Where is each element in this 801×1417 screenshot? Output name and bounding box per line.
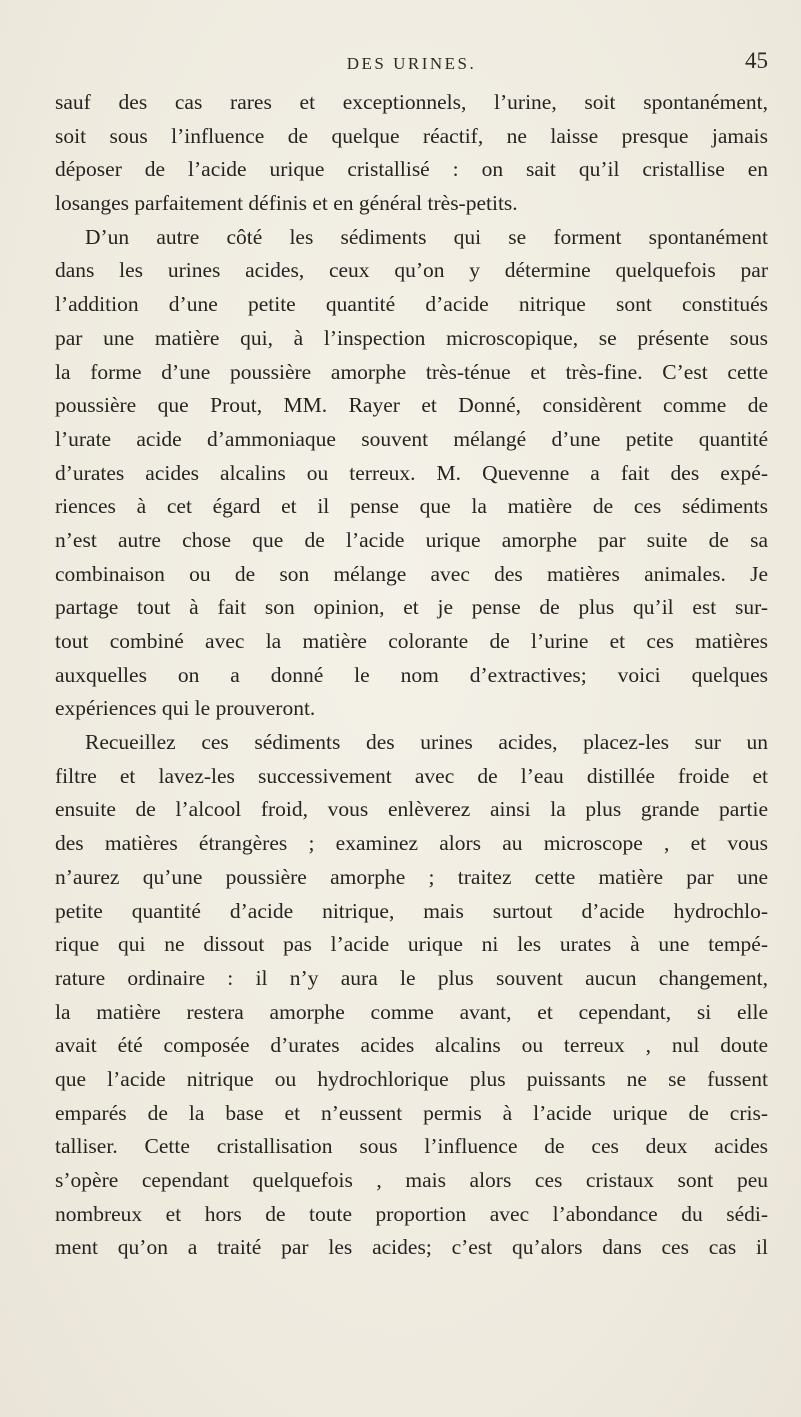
text-line: par une matière qui, à l’inspection microscopique, se présente sous	[55, 325, 768, 350]
text-line: riences à cet égard et il pense que la matière de ces sédiments	[55, 494, 768, 519]
text-line: filtre et lavez-les successivement avec de l’eau distillée froide et	[55, 763, 768, 788]
text-line: partage tout à fait son opinion, et je pense de plus qu’il est sur-	[55, 595, 768, 620]
text-line: soit sous l’influence de quelque réactif, ne laisse presque jamais	[55, 123, 768, 148]
text-line: que l’acide nitrique ou hydrochlorique plus puissants ne se fussent	[55, 1066, 768, 1091]
text-line: emparés de la base et n’eussent permis à l’acide urique de cris-	[55, 1100, 768, 1125]
text-line: combinaison ou de son mélange avec des matières animales. Je	[55, 561, 768, 586]
text-line: des matières étrangères ; examinez alors au microscope , et vous	[55, 831, 768, 856]
text-line: sauf des cas rares et exceptionnels, l’urine, soit spontanément,	[55, 90, 768, 114]
text-line: D’un autre côté les sédiments qui se forment spontanément	[85, 224, 768, 249]
text-line: losanges parfaitement définis et en général très-petits.	[55, 191, 518, 216]
text-line: d’urates acides alcalins ou terreux. M. Quevenne a fait des expé-	[55, 460, 768, 485]
text-line: n’est autre chose que de l’acide urique amorphe par suite de sa	[55, 527, 768, 552]
text-line: la forme d’une poussière amorphe très-ténue et très-fine. C’est cette	[55, 359, 768, 384]
text-line: ensuite de l’alcool froid, vous enlèverez ainsi la plus grande partie	[55, 797, 768, 822]
text-line: la matière restera amorphe comme avant, et cependant, si elle	[55, 999, 768, 1024]
text-line: avait été composée d’urates acides alcalins ou terreux , nul doute	[55, 1033, 768, 1058]
text-line: dans les urines acides, ceux qu’on y détermine quelquefois par	[55, 258, 768, 283]
text-line: tout combiné avec la matière colorante de l’urine et ces matières	[55, 629, 768, 653]
page-number: 45	[745, 48, 768, 73]
text-line: auxquelles on a donné le nom d’extractives; voici quelques	[55, 662, 768, 687]
text-line: talliser. Cette cristallisation sous l’influence de ces deux acides	[55, 1134, 768, 1159]
text-line: poussière que Prout, MM. Rayer et Donné, considèrent comme de	[55, 393, 768, 418]
text-line: rature ordinaire : il n’y aura le plus souvent aucun changement,	[55, 965, 768, 990]
text-line: petite quantité d’acide nitrique, mais surtout d’acide hydrochlo-	[55, 898, 768, 923]
text-line: l’urate acide d’ammoniaque souvent mélangé d’une petite quantité	[55, 426, 768, 451]
body-text	[55, 86, 768, 1265]
text-line: expériences qui le prouveront.	[55, 696, 316, 721]
text-line: déposer de l’acide urique cristallisé : on sait qu’il cristallise en	[55, 157, 768, 182]
running-title: DES URINES.	[346, 54, 477, 73]
text-line: nombreux et hors de toute proportion avec l’abondance du sédi-	[55, 1201, 768, 1226]
text-line: n’aurez qu’une poussière amorphe ; traitez cette matière par une	[55, 864, 768, 889]
text-line: l’addition d’une petite quantité d’acide nitrique sont constitués	[55, 292, 768, 317]
text-line: s’opère cependant quelquefois , mais alors ces cristaux sont peu	[55, 1168, 768, 1192]
text-line: ment qu’on a traité par les acides; c’est qu’alors dans ces cas il	[55, 1235, 768, 1260]
running-head	[55, 46, 768, 82]
text-line: rique qui ne dissout pas l’acide urique ni les urates à une tempé-	[55, 932, 768, 957]
text-line: Recueillez ces sédiments des urines acides, placez-les sur un	[85, 730, 768, 755]
